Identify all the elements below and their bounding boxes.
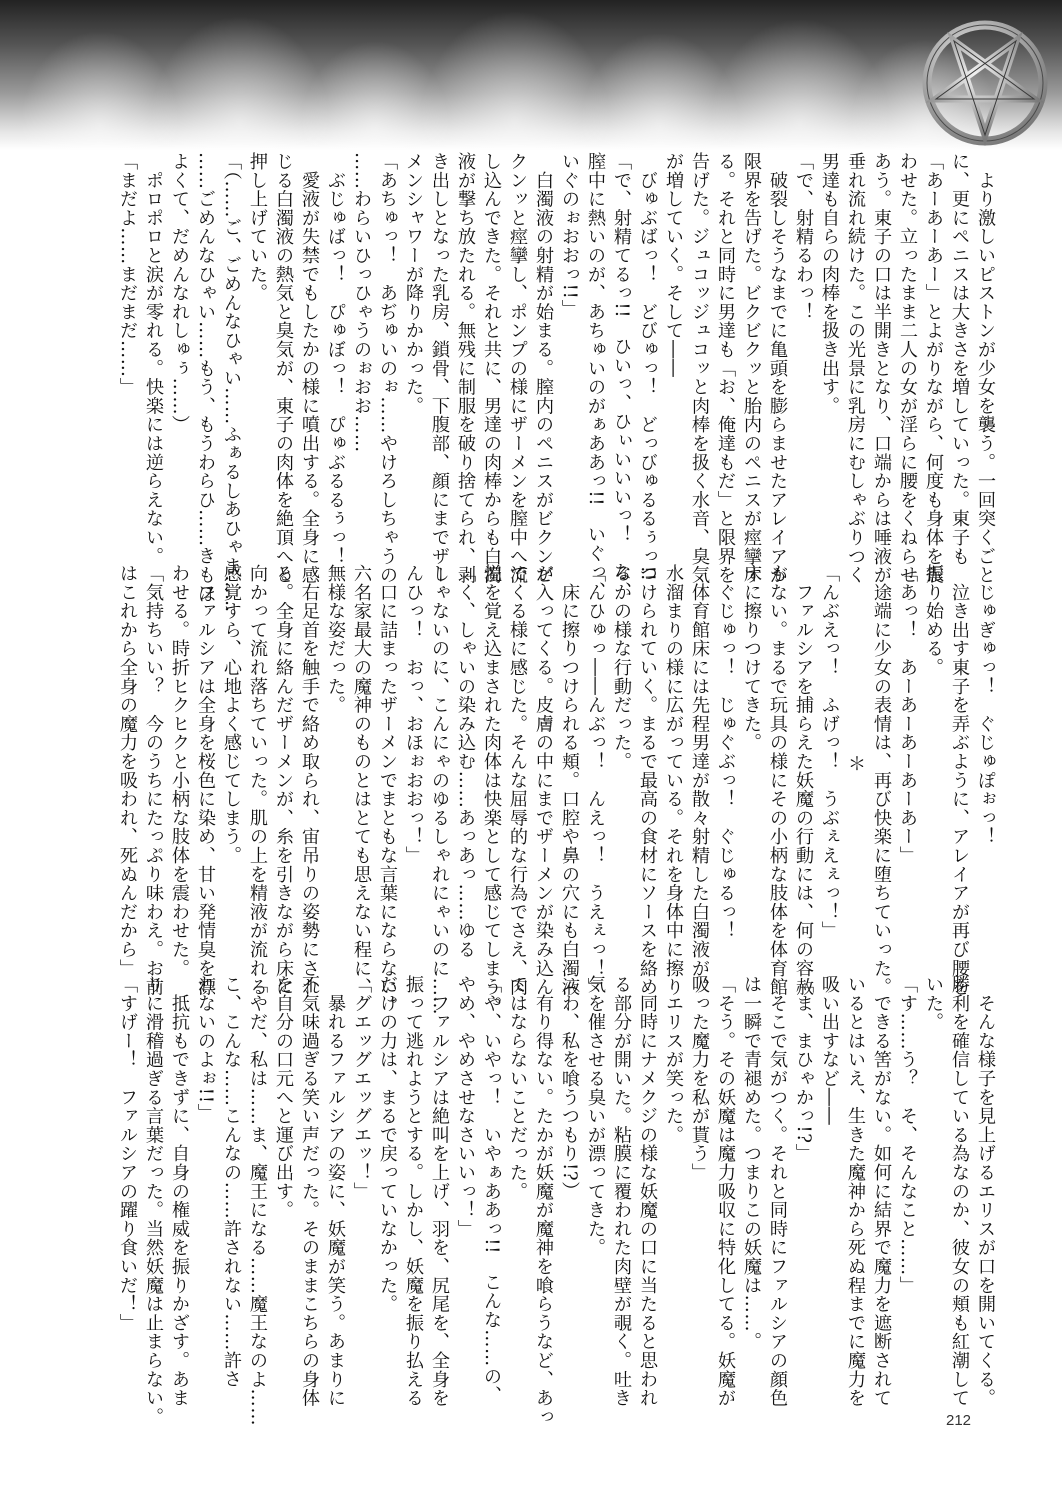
text-line: ……わらいひっひゃうのぉおお…… — [351, 152, 372, 453]
text-line: はこれから全身の魔力を吸われ、死ぬんだから」 — [117, 564, 138, 978]
text-line: 無様な姿だった。 — [325, 564, 346, 715]
text-line: じゅぎゅっ！ ぐじゅぽぉっ！ — [975, 564, 996, 846]
text-block-top — [117, 152, 998, 613]
text-line: りに滑稽過ぎる言葉だった。当然妖魔は止まらない。 — [143, 975, 164, 1427]
text-line: 「すげー！ ファルシアの躍り食いだ！」 — [117, 975, 138, 1333]
text-line: でくる様に感じた。そんな屈辱的な行為でさえ、肉 — [507, 564, 528, 997]
text-line: ポロポロと涙が零れる。快楽には逆らえない。 — [143, 152, 164, 566]
text-line: し込んできた。それと共に、男達の肉棒からも白濁 — [481, 152, 502, 585]
text-line: 「あっ！ あーあーあーあーあー」 — [897, 564, 918, 865]
text-line: が入ってくる。皮膚の中にまでザーメンが染み込ん — [533, 564, 554, 997]
page-number: 212 — [946, 1412, 972, 1429]
text-line: いるとはいえ、生きた魔神から死ぬ程までに魔力を — [845, 975, 866, 1408]
text-line: ぐじゅっ！ じゅぐぶっ！ ぐじゅるっ！ — [715, 564, 736, 940]
text-line: 床に擦りつけられる頬。口腔や鼻の穴にも白濁液 — [559, 564, 580, 997]
text-line: 同時にナメクジの様な妖魔の口に当たると思われ — [637, 975, 658, 1408]
text-line: わせた。立ったまま二人の女が淫らに腰をくねらせ — [897, 152, 918, 585]
text-line: 告げた。ジュコッジュコッと肉棒を扱く水音、臭気 — [689, 152, 710, 585]
text-line: 膣中に熱いのが、あちゅいのがぁああっ!! いぐっ、 — [585, 152, 606, 601]
text-line: る。全身に絡んだザーメンが、糸を引きながら床に — [273, 564, 294, 997]
text-line: 振り始める。 — [923, 564, 944, 677]
text-line: 「まだよ……まだまだ……」 — [117, 152, 138, 397]
text-line: 勝利を確信している為なのか、彼女の頬も紅潮して — [949, 975, 970, 1408]
text-line: ファルシアは絶叫を上げ、羽を、尻尾を、全身を — [429, 975, 450, 1408]
text-line: 暴れるファルシアの姿に、妖魔が笑う。あまりに — [325, 975, 346, 1408]
text-line: る部分が開いた。粘膜に覆われた肉壁が覗く。吐き — [611, 975, 632, 1408]
text-line: 「（……ご、ごめんなひゃい……ふぁるしあひゃま…… — [221, 152, 242, 613]
text-line: 抵抗もできずに、自身の権威を振りかざす。あま — [169, 975, 190, 1408]
text-line: 破裂しそうなまでに亀頭を膨らませたアレイアが — [767, 152, 788, 585]
text-line: 「気持ちいい？ 今のうちにたっぷり味わえ。お前 — [143, 564, 164, 997]
text-line: クンッと痙攣し、ポンプの様にザーメンを膣中へ流 — [507, 152, 528, 585]
text-line: 白濁液の射精が始まる。膣内のペニスがビクンビ — [533, 152, 554, 585]
text-line: 「ま、まひゃかっ!?」 — [793, 975, 814, 1163]
text-line: メンシャワーが降りかかった。 — [403, 152, 424, 416]
text-line: 体育館床には先程男達が散々射精した白濁液が、 — [689, 564, 710, 997]
text-line: 「で、射精てるっ!! ひいっ、ひぃいいいっ！ な、 — [611, 152, 632, 601]
text-line: 液が撃ち放たれる。無残に制服を破り捨てられ、剥 — [455, 152, 476, 585]
text-line: つけられていく。まるで最高の食材にソースを絡め — [637, 564, 658, 997]
text-line: びゅぶばっ！ どびゅっ！ どっびゅるるぅっ!! — [637, 152, 658, 582]
text-line: 泣き出す東子を弄ぶように、アレイアが再び腰を — [949, 564, 970, 997]
text-line: 水溜まりの様に広がっている。それを身体中に擦り — [663, 564, 684, 997]
text-line: 悦を覚え込まされた肉体は快楽として感じてしまう。 — [481, 564, 502, 1016]
text-line: 限界を告げた。ビクビクッと胎内のペニスが痙攣す — [741, 152, 762, 585]
text-line: 「そう。その妖魔は魔力吸収に特化してる。妖魔が — [715, 975, 736, 1408]
text-line: んひっ！ おっ、おほぉおおっ！」 — [403, 564, 424, 865]
text-line: ……ごめんなひゃい……もう、もうわらひ……きもほ — [195, 152, 216, 604]
pentagram-emblem-icon — [920, 18, 1050, 148]
text-line: 口に詰まったザーメンでまともな言葉にならない。 — [377, 564, 398, 1016]
text-line: こ、こんな……こんなの……許されない……許さ — [221, 975, 242, 1389]
text-line: いた。 — [923, 975, 944, 1032]
text-line: だけの力は、まるで戻っていなかった。 — [377, 975, 398, 1314]
text-line: 「あちゅっ！ あぢゅいのぉ……やけろしちゃうの — [377, 152, 398, 585]
text-line: 感覚すら、心地よく感じてしまう。 — [221, 564, 242, 865]
text-line: より激しいピストンが少女を襲う。一回突くごと — [975, 152, 996, 585]
text-line: れないのよぉ!!」 — [195, 975, 216, 1123]
text-line: は一瞬で青褪めた。つまりこの妖魔は……。 — [741, 975, 762, 1351]
text-line: できる筈がない。如何に結界で魔力を遮断されて — [871, 975, 892, 1408]
text-line: る。それと同時に男達も「お、俺達もだ」と限界を — [715, 152, 736, 585]
text-line: に、更にペニスは大きさを増していった。東子も — [949, 152, 970, 566]
text-line: あう。東子の口は半開きとなり、口端からは唾液が — [871, 152, 892, 585]
text-line: いぐのぉおおっ!!」 — [559, 152, 580, 319]
text-line: 押し上げていた。 — [247, 152, 268, 303]
text-line: エリスが笑った。 — [663, 975, 684, 1145]
text-line: 向かって流れ落ちていった。肌の上を精液が流れる — [247, 564, 268, 997]
text-line: ファルシアは全身を桜色に染め、甘い発情臭を漂 — [195, 564, 216, 997]
text-line: わせる。時折ヒクヒクと小柄な肢体を震わせた。 — [169, 564, 190, 978]
text-line: 不気味過ぎる笑い声だった。そのままこちらの身体 — [299, 975, 320, 1408]
text-line: 振って逃れようとする。しかし、妖魔を振り払える — [403, 975, 424, 1408]
text-line: もない。まるで玩具の様にその小柄な肢体を体育館 — [767, 564, 788, 997]
text-line: 「く、しゃいの染み込む……あっあっ……ゆる — [455, 564, 476, 959]
text-line: 吸った魔力を私が貰う」 — [689, 975, 710, 1182]
text-line: 「やだ、私は……ま、魔王になる……魔王なのよ…… — [247, 975, 268, 1427]
text-line: 右足首を触手で絡め取られ、宙吊りの姿勢にされ — [299, 564, 320, 997]
text-line: ファルシアを捕らえた妖魔の行動には、何の容赦 — [793, 564, 814, 997]
text-line: 吸い出すなど―― — [819, 975, 840, 1126]
text-line: き出しとなった乳房、鎖骨、下腹部、顔にまでザー — [429, 152, 450, 585]
text-line: 「グエッグエッグエッ！」 — [351, 975, 372, 1201]
text-line: が増していく。そして―― — [663, 152, 684, 378]
text-line: ぶじゅばっ！ ぴゅぼっ！ ぴゅぶるるぅっ！ — [325, 152, 346, 566]
text-line: 「あーあーあー」とよがりながら、何度も身体を震 — [923, 152, 944, 585]
section-separator: ＊ — [845, 753, 866, 773]
text-line: 床に擦りつけてきた。 — [741, 564, 762, 752]
text-line: そこで気がつく。それと同時にファルシアの顔色 — [767, 975, 788, 1408]
text-line: 愛液が失禁でもしたかの様に噴出する。全身に感 — [299, 152, 320, 585]
text-line: 「や、いやっ！ いやぁああっ!! こんな……の、 — [481, 975, 502, 1405]
text-line: しゃないのに、こんにゃのゆるしゃれにゃいのに…… — [429, 564, 450, 1016]
text-line: てはならないことだった。 — [507, 975, 528, 1201]
text-line: 気を催させる臭いが漂ってきた。 — [585, 975, 606, 1257]
text-line: 男達も自らの肉棒を扱き出す。 — [819, 152, 840, 416]
text-line: （わ、私を喰うつもり!?） — [559, 975, 580, 1201]
text-line: じる白濁液の熱気と臭気が、東子の肉体を絶頂へと — [273, 152, 294, 585]
text-line: 「んひゅっ――んぶっ！ んえっ！ うえぇっ！」 — [585, 564, 606, 997]
text-line: よくて、だめんなれしゅぅ……） — [169, 152, 190, 434]
text-line: 「んぶえっ！ ふげっ！ うぶぇえぇっ！」 — [819, 564, 840, 940]
flame-header-banner — [0, 0, 1062, 150]
text-line: を自分の口元へと運び出す。 — [273, 975, 294, 1220]
text-line: 六名家最大の魔神のものとはとても思えない程に、 — [351, 564, 372, 997]
text-line: 有り得ない。たかが妖魔が魔神を喰らうなど、あっ — [533, 975, 554, 1427]
text-line: やめ、やめさせなさいいっ！」 — [455, 975, 476, 1239]
text-line: 垂れ流れ続けた。この光景に乳房にむしゃぶりつく — [845, 152, 866, 585]
text-line: 途端に少女の表情は、再び快楽に堕ちていった。 — [871, 564, 892, 997]
text-line: るかの様な行動だった。 — [611, 564, 632, 771]
text-line: 「で、射精るわっ！ — [793, 152, 814, 322]
text-line: 「す……う？ そ、そんなこと……」 — [897, 975, 918, 1295]
text-line: そんな様子を見上げるエリスが口を開いてくる。 — [975, 975, 996, 1408]
